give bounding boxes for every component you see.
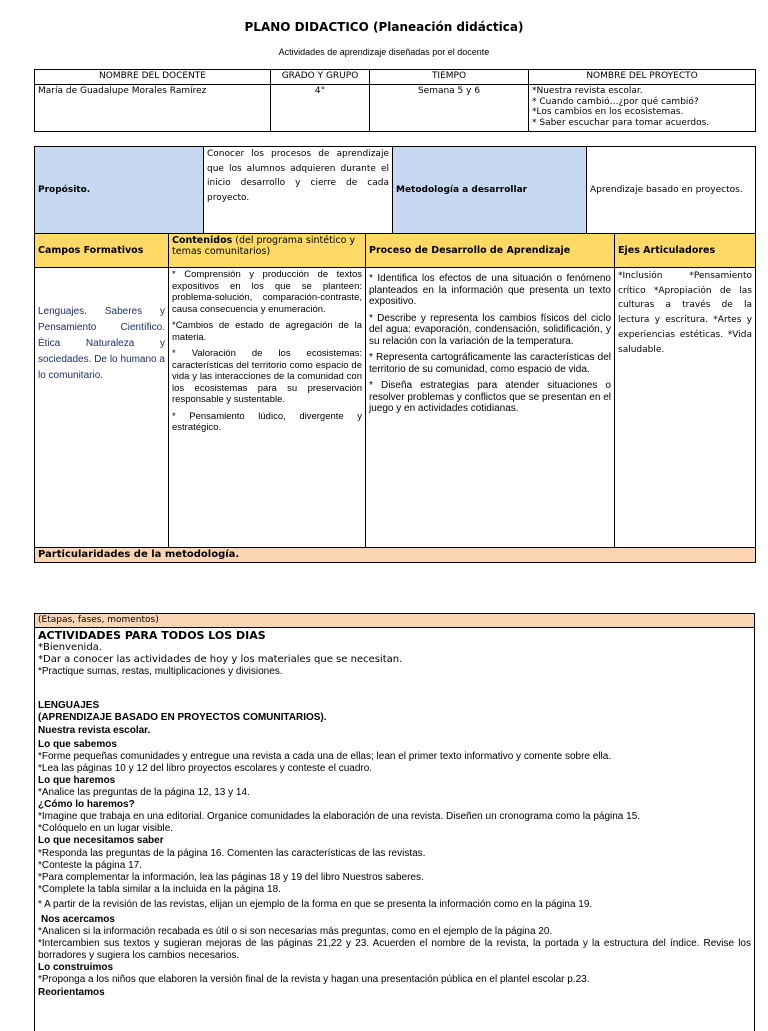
header-docente: NOMBRE DEL DOCENTE — [35, 70, 271, 85]
proceso-item: * Describe y representa los cambios físicos del ciclo del agua: evaporación, condensación, solidificación, y su relación con la variación de la temperatura. — [369, 313, 611, 348]
activity-item: *Analicen si la información recabada es útil o si son necesarias más preguntas, como en el ejemplo de la página 20. — [38, 926, 751, 938]
activity-item: *Conteste la página 17. — [38, 860, 751, 872]
method-label: Metodología a desarrollar — [393, 147, 587, 234]
lenguajes-heading: LENGUAJES — [38, 700, 751, 712]
method-text: Aprendizaje basado en proyectos. — [587, 147, 756, 234]
page-subtitle: Actividades de aprendizaje diseñadas por el docente — [0, 47, 768, 57]
contenidos-list — [169, 268, 366, 548]
proceso-item: * Representa cartográficamente las características del territorio de su comunidad, como espacio de vida. — [369, 352, 611, 375]
docente-name: María de Guadalupe Morales Ramírez — [35, 85, 271, 132]
ejes-articuladores: *Inclusión *Pensamiento crítico *Apropiación de las culturas a través de la lectura y escritura. *Artes y experiencias estéticas. *Vida saludable. — [615, 268, 756, 548]
activity-item: *Forme pequeñas comunidades y entregue una revista a cada una de ellas; lean el primer texto informativo y comente sobre ella. — [38, 751, 751, 763]
col-ejes-header: Ejes Articuladores — [615, 234, 756, 268]
daily-item: *Practique sumas, restas, multiplicaciones y divisiones. — [38, 666, 751, 678]
col-campos-header: Campos Formativos — [35, 234, 169, 268]
header-proyecto: NOMBRE DEL PROYECTO — [529, 70, 756, 85]
activity-item: *Para complementar la información, lea las páginas 18 y 19 del libro Nuestros saberes. — [38, 872, 751, 884]
contenido-item: * Comprensión y producción de textos expositivos en los que se planteen: problema-solución, comparación-contraste, causa consecuencia y enumeración. — [172, 269, 362, 315]
section-title: ¿Cómo lo haremos? — [38, 799, 751, 811]
activity-item: *Proponga a los niños que elaboren la versión final de la revista y hagan una presentación pública en el plantel escolar p.23. — [38, 974, 751, 986]
section-title: Lo construimos — [38, 962, 751, 974]
planning-table — [34, 233, 756, 563]
section-title: Nos acercamos — [38, 914, 751, 926]
contenido-item: *Cambios de estado de agregación de la materia. — [172, 320, 362, 343]
project-names — [529, 85, 756, 132]
section-title: Lo que sabemos — [38, 739, 751, 751]
purpose-table — [34, 146, 756, 234]
activity-item: *Imagine que trabaja en una editorial. Organice comunidades la elaboración de una revista. Diseñen un cronograma como la página 15. — [38, 811, 751, 823]
particularidades-row: Particularidades de la metodología. — [35, 548, 756, 563]
contenidos-bold: Contenidos — [172, 235, 232, 246]
header-tiempo: TIEMPO — [370, 70, 529, 85]
activity-item: *Colóquelo en un lugar visible. — [38, 823, 751, 835]
project-name: * Cuando cambió…¿por qué cambió? — [532, 97, 752, 108]
teacher-info-table — [34, 69, 756, 132]
contenido-item: * Pensamiento lúdico, divergente y estratégico. — [172, 411, 362, 434]
contenido-item: * Valoración de los ecosistemas: características del territorio como espacio de vida y las interacciones de la comunidad con los ecosistemas para su preservación responsable y sustentable. — [172, 348, 362, 406]
project-name: *Nuestra revista escolar. — [532, 86, 752, 97]
proceso-item: * Identifica los efectos de una situación o fenómeno planteados en la información que presenta un texto expositivo. — [369, 273, 611, 308]
spacer — [38, 678, 751, 700]
procesos-list — [366, 268, 615, 548]
col-contenidos-header — [169, 234, 366, 268]
project-name: *Los cambios en los ecosistemas. — [532, 107, 752, 118]
daily-item: *Dar a conocer las actividades de hoy y los materiales que se necesitan. — [38, 654, 751, 666]
activities-table — [34, 613, 755, 1031]
tiempo-value: Semana 5 y 6 — [370, 85, 529, 132]
activity-item: * A partir de la revisión de las revistas, elijan un ejemplo de la forma en que se presenta la información como en la página 19. — [38, 899, 751, 911]
col-proceso-header: Proceso de Desarrollo de Aprendizaje — [366, 234, 615, 268]
section-title: Lo que haremos — [38, 775, 751, 787]
purpose-label: Propósito. — [35, 147, 204, 234]
project-heading: Nuestra revista escolar. — [38, 725, 751, 737]
activity-item: *Intercambien sus textos y sugieran mejoras de las páginas 21,22 y 23. Acuerden el nombre de la revista, la portada y la estructura del índice. Revise los borradores y sugiera los cambios necesarios. — [38, 938, 751, 962]
activity-item: *Complete la tabla similar a la incluida en la página 18. — [38, 884, 751, 896]
project-name: * Saber escuchar para tomar acuerdos. — [532, 118, 752, 129]
daily-title: ACTIVIDADES PARA TODOS LOS DIAS — [38, 630, 751, 642]
campos-formativos: Lenguajes. Saberes y Pensamiento Científico. Ética Naturaleza y sociedades. De lo humano a lo comunitario. — [35, 268, 169, 548]
activity-item: *Analice las preguntas de la página 12, 13 y 14. — [38, 787, 751, 799]
proceso-item: * Diseña estrategias para atender situaciones o resolver problemas y conflictos que se presentan en el juego y en actividades cotidianas. — [369, 380, 611, 415]
activity-item: *Responda las preguntas de la página 16. Comenten las características de las revistas. — [38, 848, 751, 860]
purpose-text: Conocer los procesos de aprendizaje que los alumnos adquieren durante el inicio desarrollo y cierre de cada proyecto. — [204, 147, 393, 234]
header-grado: GRADO Y GRUPO — [271, 70, 370, 85]
daily-item: *Bienvenida. — [38, 642, 751, 654]
grado-value: 4° — [271, 85, 370, 132]
section-title: Lo que necesitamos saber — [38, 835, 751, 847]
activities-body — [35, 628, 755, 1031]
section-title: Reorientamos — [38, 987, 751, 999]
activity-item: *Lea las páginas 10 y 12 del libro proyectos escolares y conteste el cuadro. — [38, 763, 751, 775]
abp-heading: (APRENDIZAJE BASADO EN PROYECTOS COMUNITARIOS). — [38, 712, 751, 724]
page-title: PLANO DIDACTICO (Planeación didáctica) — [0, 20, 768, 34]
contenidos-rest: (del programa sintético y temas comunitarios) — [172, 235, 355, 257]
etapas-header: (Etapas, fases, momentos) — [35, 614, 755, 628]
